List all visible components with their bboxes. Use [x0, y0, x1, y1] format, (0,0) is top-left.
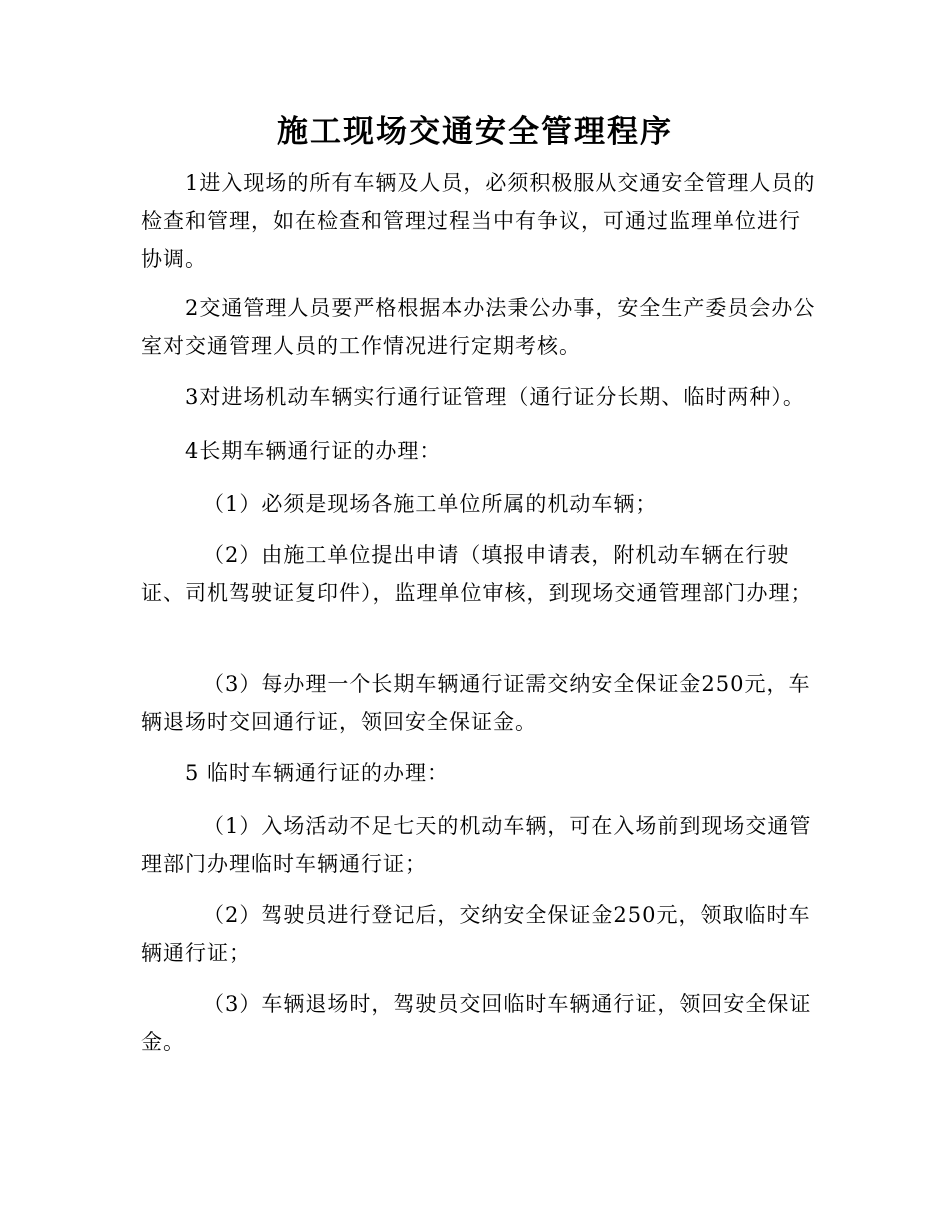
paragraph-1: 1进入现场的所有车辆及人员，必须积极服从交通安全管理人员的检查和管理，如在检查和管理过程当中有争议，可通过监理单位进行协调。 — [141, 171, 816, 271]
paragraph-5-item-2: （2）驾驶员进行登记后，交纳安全保证金250元，领取临时车辆通行证； — [141, 903, 811, 965]
paragraph-4: 4长期车辆通行证的办理： — [185, 439, 442, 463]
paragraph-4-item-1: （1）必须是现场各施工单位所属的机动车辆； — [203, 492, 658, 516]
paragraph-5-item-3: （3）车辆退场时，驾驶员交回临时车辆通行证，领回安全保证金。 — [141, 992, 812, 1054]
paragraph-4-item-2: （2）由施工单位提出申请（填报申请表，附机动车辆在行驶证、司机驾驶证复印件），监理单位审核，到现场交通管理部门办理； — [141, 543, 813, 605]
paragraph-3: 3对进场机动车辆实行通行证管理（通行证分长期、临时两种）。 — [185, 385, 805, 409]
paragraph-5: 5 临时车辆通行证的办理： — [185, 761, 450, 785]
document-title: 施工现场交通安全管理程序 — [277, 114, 673, 150]
paragraph-4-item-3: （3）每办理一个长期车辆通行证需交纳安全保证金250元，车辆退场时交回通行证，领回安全保证金。 — [141, 672, 811, 734]
paragraph-2: 2交通管理人员要严格根据本办法秉公办事，安全生产委员会办公室对交通管理人员的工作情况进行定期考核。 — [141, 296, 816, 358]
paragraph-5-item-1: （1）入场活动不足七天的机动车辆，可在入场前到现场交通管理部门办理临时车辆通行证； — [141, 814, 812, 876]
